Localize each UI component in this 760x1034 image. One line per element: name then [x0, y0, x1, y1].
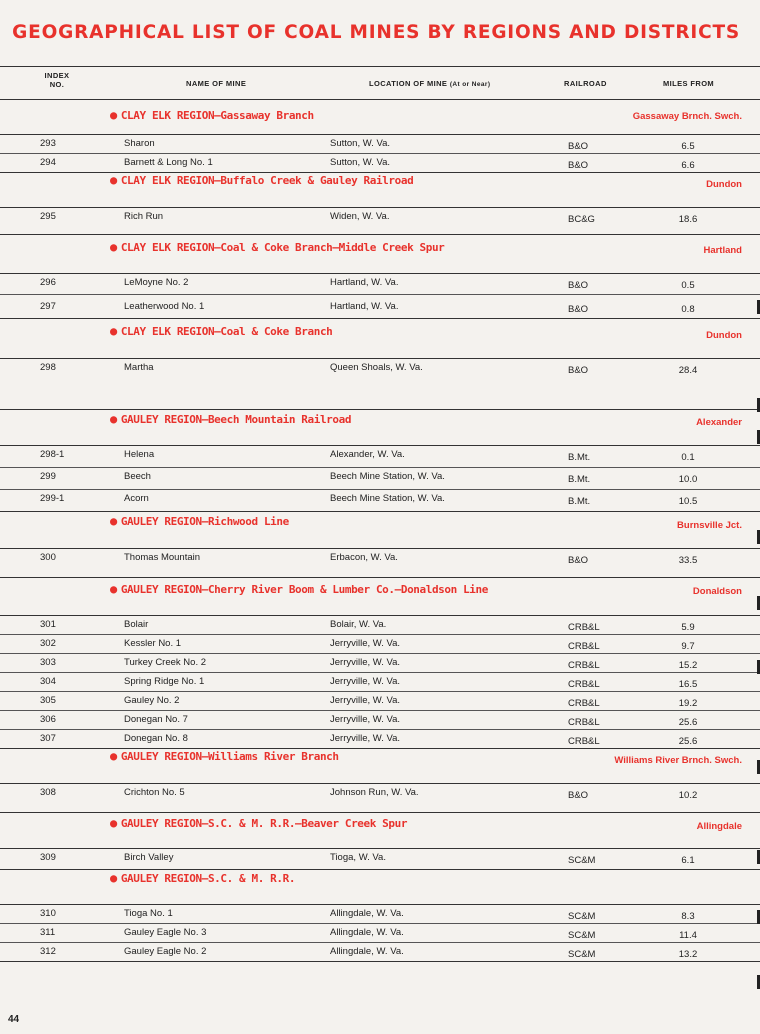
bullet-icon: ●: [110, 240, 117, 254]
mine-railroad: SC&M: [568, 911, 596, 922]
mine-location: Alexander, W. Va.: [330, 449, 405, 460]
bullet-icon: ●: [110, 412, 117, 426]
mine-index: 307: [40, 733, 56, 744]
mine-location: Jerryville, W. Va.: [330, 733, 401, 744]
mine-railroad: B&O: [568, 304, 589, 315]
table-row: [0, 208, 760, 234]
mine-miles: 0.8: [681, 304, 695, 315]
mine-location: Hartland, W. Va.: [330, 277, 399, 288]
mine-index: 298: [40, 362, 56, 373]
mine-index: 295: [40, 211, 56, 222]
mine-name: Thomas Mountain: [124, 552, 201, 563]
region-8-terminal: Williams River Brnch. Swch.: [614, 755, 742, 766]
table-row: [0, 135, 760, 154]
mine-location: Allingdale, W. Va.: [330, 908, 404, 919]
region-4-title-text: CLAY ELK REGION—Coal & Coke Branch: [120, 325, 333, 338]
mine-railroad: B&O: [568, 555, 589, 566]
bullet-icon: ●: [110, 871, 117, 885]
mine-railroad: B&O: [568, 280, 589, 291]
mine-railroad: B.Mt.: [568, 496, 591, 507]
mine-location: Jerryville, W. Va.: [330, 714, 401, 725]
mine-location: Jerryville, W. Va.: [330, 657, 401, 668]
table-row: [0, 616, 760, 635]
region-6-title: [110, 514, 289, 528]
region-8-rows: [0, 783, 760, 813]
mine-railroad: CRB&L: [568, 660, 600, 671]
mine-miles: 18.6: [678, 214, 698, 225]
table-row: [0, 635, 760, 654]
table-row: [0, 784, 760, 812]
table-row: [0, 654, 760, 673]
page-number: 44: [8, 1014, 20, 1025]
mine-location: Sutton, W. Va.: [330, 138, 391, 149]
column-header-name: NAME OF MINE: [186, 79, 247, 88]
mine-miles: 25.6: [678, 717, 698, 728]
mine-miles: 15.2: [678, 660, 698, 671]
region-2-title-text: CLAY ELK REGION—Buffalo Creek & Gauley Railroad: [120, 174, 414, 187]
region-1-title-text: CLAY ELK REGION—Gassaway Branch: [120, 109, 314, 122]
table-row: [0, 943, 760, 961]
mine-railroad: CRB&L: [568, 641, 600, 652]
mine-miles: 0.1: [681, 452, 695, 463]
table-row: [0, 274, 760, 295]
mine-name: Bolair: [124, 619, 149, 630]
mine-location: Jerryville, W. Va.: [330, 676, 401, 687]
region-3-rows: [0, 273, 760, 319]
mine-location: Sutton, W. Va.: [330, 157, 391, 168]
mine-index: 299: [40, 471, 56, 482]
column-header-location-note: (At or Near): [449, 81, 491, 88]
mine-location: Beech Mine Station, W. Va.: [330, 493, 445, 504]
region-4-rows: [0, 358, 760, 410]
table-row: [0, 711, 760, 730]
table-row: [0, 673, 760, 692]
mine-railroad: CRB&L: [568, 717, 600, 728]
mine-index: 297: [40, 301, 56, 312]
table-row: [0, 490, 760, 511]
table-row: [0, 905, 760, 924]
mine-index: 298-1: [40, 449, 65, 460]
mine-railroad: SC&M: [568, 855, 596, 866]
mine-location: Allingdale, W. Va.: [330, 927, 404, 938]
mine-index: 310: [40, 908, 56, 919]
region-5-title-text: GAULEY REGION—Beech Mountain Railroad: [120, 413, 352, 426]
mine-name: Gauley No. 2: [124, 695, 180, 706]
column-header-index-line1: INDEX: [44, 71, 70, 80]
region-1-rows: [0, 134, 760, 173]
table-row: [0, 692, 760, 711]
mine-railroad: SC&M: [568, 930, 596, 941]
mine-name: LeMoyne No. 2: [124, 277, 189, 288]
region-1-title: [110, 108, 314, 122]
mine-location: Beech Mine Station, W. Va.: [330, 471, 445, 482]
table-row: [0, 446, 760, 468]
region-6-rows: [0, 548, 760, 578]
mine-miles: 16.5: [678, 679, 698, 690]
region-7-rows: [0, 615, 760, 749]
region-5-rows: [0, 445, 760, 512]
mine-location: Tioga, W. Va.: [330, 852, 386, 863]
mine-index: 301: [40, 619, 56, 630]
region-9-title: [110, 816, 407, 830]
mine-miles: 10.0: [678, 474, 698, 485]
mine-miles: 0.5: [681, 280, 695, 291]
bullet-icon: ●: [110, 816, 117, 830]
mine-name: Donegan No. 8: [124, 733, 188, 744]
mine-railroad: B&O: [568, 160, 589, 171]
mine-index: 305: [40, 695, 56, 706]
bullet-icon: ●: [110, 324, 117, 338]
mine-name: Martha: [124, 362, 154, 373]
mine-name: Turkey Creek No. 2: [124, 657, 207, 668]
region-5-title: [110, 412, 351, 426]
mine-miles: 28.4: [678, 365, 698, 376]
table-row: [0, 730, 760, 748]
mine-miles: 6.1: [681, 855, 695, 866]
mine-name: Barnett & Long No. 1: [124, 157, 213, 168]
mine-location: Erbacon, W. Va.: [330, 552, 398, 563]
column-header-railroad: RAILROAD: [564, 79, 607, 88]
mine-miles: 6.5: [681, 141, 695, 152]
region-10-title: [110, 871, 295, 885]
region-7-title: [110, 582, 488, 596]
mine-railroad: B.Mt.: [568, 474, 591, 485]
mine-index: 302: [40, 638, 56, 649]
mine-name: Acorn: [124, 493, 149, 504]
mine-railroad: B&O: [568, 365, 589, 376]
mine-location: Jerryville, W. Va.: [330, 638, 401, 649]
mine-name: Leatherwood No. 1: [124, 301, 205, 312]
mine-name: Spring Ridge No. 1: [124, 676, 205, 687]
mine-name: Tioga No. 1: [124, 908, 173, 919]
region-8-title: [110, 749, 339, 763]
region-4-terminal: Dundon: [706, 330, 742, 341]
region-2-rows: [0, 207, 760, 235]
mine-location: Johnson Run, W. Va.: [330, 787, 419, 798]
mine-miles: 25.6: [678, 736, 698, 747]
mine-name: Rich Run: [124, 211, 164, 222]
region-9-terminal: Allingdale: [696, 821, 742, 832]
mine-miles: 10.2: [678, 790, 698, 801]
region-9-title-text: GAULEY REGION—S.C. & M. R.R.—Beaver Creek Spur: [120, 817, 408, 830]
mine-location: Bolair, W. Va.: [330, 619, 387, 630]
region-4-title: [110, 324, 332, 338]
mine-miles: 10.5: [678, 496, 698, 507]
region-1-terminal: Gassaway Brnch. Swch.: [632, 111, 742, 122]
mine-name: Gauley Eagle No. 3: [124, 927, 207, 938]
mine-name: Birch Valley: [124, 852, 174, 863]
region-6-terminal: Burnsville Jct.: [677, 520, 742, 531]
mine-railroad: CRB&L: [568, 736, 600, 747]
mine-name: Donegan No. 7: [124, 714, 188, 725]
mine-location: Jerryville, W. Va.: [330, 695, 401, 706]
mine-name: Beech: [124, 471, 151, 482]
mine-index: 304: [40, 676, 56, 687]
table-row: [0, 359, 760, 409]
mine-index: 293: [40, 138, 56, 149]
table-row: [0, 924, 760, 943]
region-10-rows: [0, 904, 760, 962]
region-3-terminal: Hartland: [703, 245, 742, 256]
mine-railroad: B.Mt.: [568, 452, 591, 463]
column-header-location-label: LOCATION OF MINE: [369, 79, 448, 88]
region-3-title: [110, 240, 444, 254]
mine-miles: 33.5: [678, 555, 698, 566]
mine-location: Queen Shoals, W. Va.: [330, 362, 423, 373]
mine-name: Sharon: [124, 138, 155, 149]
mine-railroad: B&O: [568, 790, 589, 801]
mine-index: 309: [40, 852, 56, 863]
mine-miles: 9.7: [681, 641, 695, 652]
bullet-icon: ●: [110, 173, 117, 187]
mine-index: 300: [40, 552, 56, 563]
mine-index: 311: [40, 927, 56, 938]
mine-miles: 13.2: [678, 949, 698, 960]
mine-miles: 6.6: [681, 160, 695, 171]
table-row: [0, 549, 760, 577]
mine-location: Hartland, W. Va.: [330, 301, 399, 312]
mine-railroad: B&O: [568, 141, 589, 152]
mine-name: Gauley Eagle No. 2: [124, 946, 207, 957]
mine-index: 294: [40, 157, 56, 168]
mine-miles: 19.2: [678, 698, 698, 709]
region-10-title-text: GAULEY REGION—S.C. & M. R.R.: [120, 872, 296, 885]
mine-index: 308: [40, 787, 56, 798]
mine-name: Helena: [124, 449, 155, 460]
mine-name: Kessler No. 1: [124, 638, 182, 649]
page-title: GEOGRAPHICAL LIST OF COAL MINES BY REGIONS AND DISTRICTS: [12, 22, 740, 43]
bullet-icon: ●: [110, 108, 117, 122]
region-2-terminal: Dundon: [706, 179, 742, 190]
bullet-icon: ●: [110, 749, 117, 763]
mine-miles: 8.3: [681, 911, 695, 922]
bullet-icon: ●: [110, 582, 117, 596]
mine-location: Widen, W. Va.: [330, 211, 390, 222]
mine-miles: 5.9: [681, 622, 695, 633]
mine-index: 303: [40, 657, 56, 668]
mine-location: Allingdale, W. Va.: [330, 946, 404, 957]
region-9-rows: [0, 848, 760, 870]
mine-index: 312: [40, 946, 56, 957]
mine-miles: 11.4: [679, 930, 697, 941]
region-3-title-text: CLAY ELK REGION—Coal & Coke Branch—Middle Creek Spur: [120, 241, 445, 254]
mine-railroad: SC&M: [568, 949, 596, 960]
mine-railroad: CRB&L: [568, 679, 600, 690]
column-header-miles: MILES FROM: [663, 79, 715, 88]
table-row: [0, 298, 760, 318]
mine-index: 296: [40, 277, 56, 288]
mine-railroad: CRB&L: [568, 698, 600, 709]
bullet-icon: ●: [110, 514, 117, 528]
mine-railroad: BC&G: [568, 214, 595, 225]
table-row: [0, 849, 760, 869]
region-8-title-text: GAULEY REGION—Williams River Branch: [120, 750, 339, 763]
table-row: [0, 468, 760, 490]
mine-name: Crichton No. 5: [124, 787, 185, 798]
mine-index: 306: [40, 714, 56, 725]
table-row: [0, 154, 760, 172]
region-7-title-text: GAULEY REGION—Cherry River Boom & Lumber Co.—Donaldson Line: [120, 583, 488, 596]
region-7-terminal: Donaldson: [692, 586, 742, 597]
region-5-terminal: Alexander: [696, 417, 742, 428]
mine-index: 299-1: [40, 493, 65, 504]
region-2-title: [110, 173, 413, 187]
region-6-title-text: GAULEY REGION—Richwood Line: [120, 515, 289, 528]
column-header-index-line2: NO.: [49, 80, 65, 89]
mine-railroad: CRB&L: [568, 622, 600, 633]
